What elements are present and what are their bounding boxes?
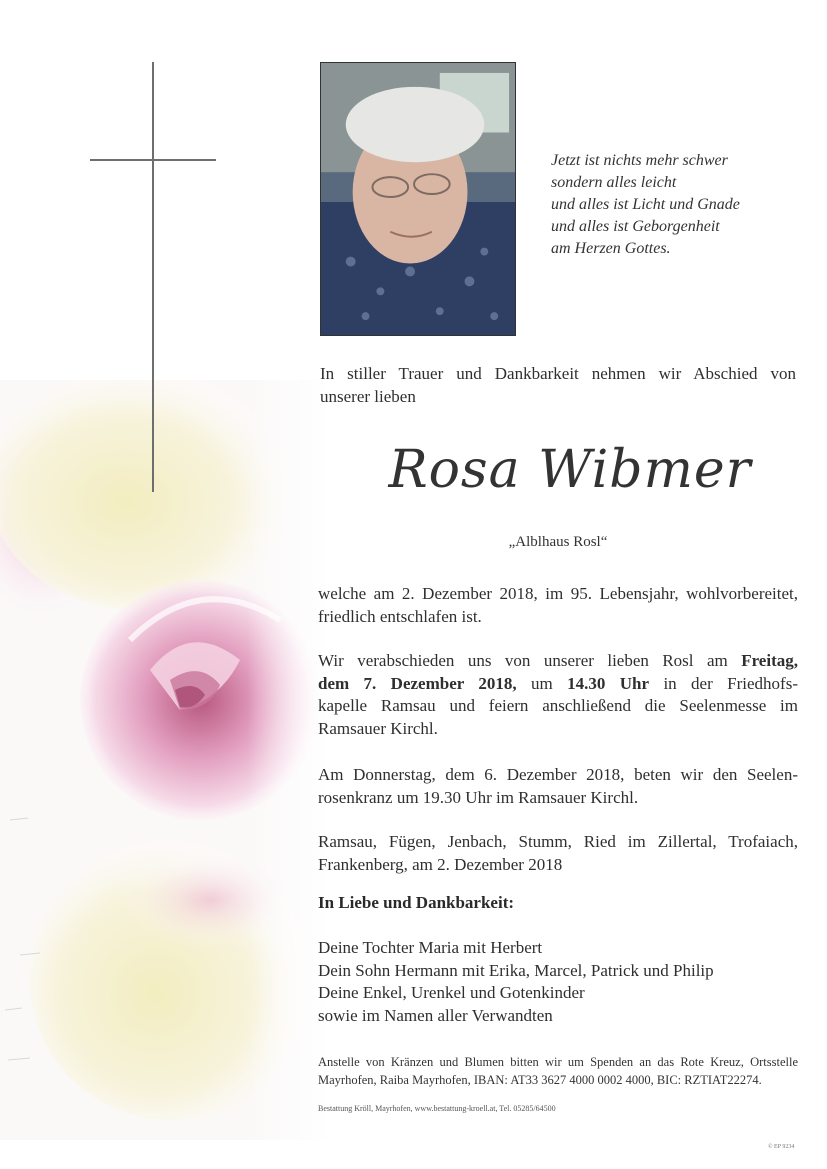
paragraph-line: Ramsauer Kirchl. <box>318 718 438 738</box>
text-run: um <box>516 673 568 693</box>
poem-line: und alles ist Licht und Gnade <box>551 196 740 213</box>
poem <box>551 150 811 260</box>
family-line: Dein Sohn Hermann mit Erika, Marcel, Patrick und Philip <box>318 960 714 980</box>
poem-line: und alles ist Geborgenheit <box>551 218 720 235</box>
death-paragraph <box>318 583 798 628</box>
intro-line: unserer lieben <box>320 386 416 406</box>
funeral-paragraph <box>318 650 798 740</box>
paragraph-line: Am Donnerstag, dem 6. Dezember 2018, beten wir den Seelen- <box>318 765 798 784</box>
places-paragraph <box>318 831 798 876</box>
intro-text <box>320 363 796 408</box>
poem-line: sondern alles leicht <box>551 174 677 191</box>
text-run: in der Friedhofs- <box>649 673 798 693</box>
paragraph-line: Ramsau, Fügen, Jenbach, Stumm, Ried im Zillertal, Trofaiach, <box>318 832 798 851</box>
donation-line: Mayrhofen, Raiba Mayrhofen, IBAN: AT33 3627 4000 0002 4000, BIC: RZTIAT22274. <box>318 1073 762 1087</box>
cross-symbol <box>90 62 218 502</box>
deceased-nickname: „Alblhaus Rosl“ <box>508 534 608 550</box>
paragraph-line: rosenkranz um 19.30 Uhr im Ramsauer Kirchl. <box>318 787 639 807</box>
family-line: Deine Enkel, Urenkel und Gotenkinder <box>318 983 585 1002</box>
bold-text-run: dem 7. Dezember 2018, <box>318 673 517 693</box>
funeral-home-footer: Bestattung Kröll, Mayrhofen, www.bestattung-kroell.at, Tel. 05285/64500 <box>318 1104 556 1113</box>
poem-line: Jetzt ist nichts mehr schwer <box>551 152 728 169</box>
text-run: Wir verabschieden uns von unserer lieben Rosl am <box>318 651 742 670</box>
paragraph-line <box>318 673 798 696</box>
bold-text-run: Freitag, <box>741 651 798 670</box>
family-list <box>318 937 798 1027</box>
portrait-photo <box>320 62 516 336</box>
paragraph-line: kapelle Ramsau und feiern anschließend die Seelenmesse im <box>318 696 798 715</box>
bold-text-run: 14.30 Uhr <box>567 673 650 693</box>
paragraph-line <box>318 650 798 673</box>
intro-line: In stiller Trauer und Dankbarkeit nehmen wir Abschied von <box>320 364 796 383</box>
print-code: © EP 9234 <box>768 1144 795 1150</box>
paragraph-line: friedlich entschlafen ist. <box>318 606 482 626</box>
poem-line: am Herzen Gottes. <box>551 240 671 257</box>
family-line: Deine Tochter Maria mit Herbert <box>318 938 543 957</box>
donation-line: Anstelle von Kränzen und Blumen bitten wir um Spenden an das Rote Kreuz, Ortsstelle <box>318 1055 798 1069</box>
thanks-heading: In Liebe und Dankbarkeit: <box>318 893 515 912</box>
family-line: sowie im Namen aller Verwandten <box>318 1005 553 1025</box>
donation-note <box>318 1053 798 1089</box>
deceased-name: Rosa Wibmer <box>388 440 752 500</box>
paragraph-line: welche am 2. Dezember 2018, im 95. Lebensjahr, wohlvorbereitet, <box>318 584 798 603</box>
paragraph-line: Frankenberg, am 2. Dezember 2018 <box>318 854 563 874</box>
rosary-paragraph <box>318 764 798 809</box>
